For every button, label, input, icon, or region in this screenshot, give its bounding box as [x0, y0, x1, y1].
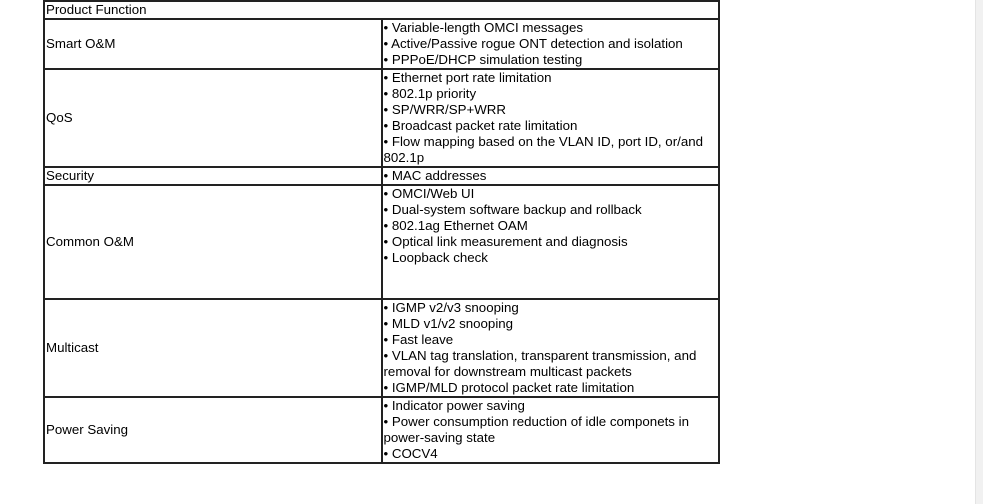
- list-item: • Variable-length OMCI messages: [383, 20, 584, 35]
- list-item: • MAC addresses: [383, 168, 487, 183]
- table-row-security: [44, 167, 719, 185]
- row-content: [382, 167, 720, 185]
- list-item: • Indicator power saving: [383, 398, 525, 413]
- list-item: • PPPoE/DHCP simulation testing: [383, 52, 583, 67]
- list-item: • Fast leave: [383, 332, 454, 347]
- list-item: • Flow mapping based on the VLAN ID, port ID, or/and 802.1p: [383, 134, 704, 165]
- row-content: [382, 397, 720, 463]
- row-label: Security: [44, 167, 382, 185]
- list-item: • Loopback check: [383, 250, 488, 265]
- list-item: • Ethernet port rate limitation: [383, 70, 552, 85]
- list-item: • COCV4: [383, 446, 438, 461]
- list-item: • SP/WRR/SP+WRR: [383, 102, 506, 117]
- list-item: • IGMP v2/v3 snooping: [383, 300, 519, 315]
- list-item: • Power consumption reduction of idle componets in power-saving state: [383, 414, 689, 445]
- row-content: [382, 299, 720, 397]
- table-header-cell: Product Function: [44, 1, 719, 19]
- row-label: Multicast: [44, 299, 382, 397]
- list-item: • Broadcast packet rate limitation: [383, 118, 578, 133]
- list-item: • VLAN tag translation, transparent transmission, and removal for downstream multicast packets: [383, 348, 697, 379]
- row-label: Common O&M: [44, 185, 382, 299]
- table-header-row: [44, 1, 719, 19]
- list-item: • 802.1ag Ethernet OAM: [383, 218, 528, 233]
- list-item: • Active/Passive rogue ONT detection and isolation: [383, 36, 683, 51]
- table-row-common-om: [44, 185, 719, 299]
- row-label: QoS: [44, 69, 382, 167]
- table-row-multicast: [44, 299, 719, 397]
- list-item: • IGMP/MLD protocol packet rate limitation: [383, 380, 635, 395]
- list-item: • Optical link measurement and diagnosis: [383, 234, 628, 249]
- product-function-table: [43, 0, 720, 464]
- list-item: • OMCI/Web UI: [383, 186, 475, 201]
- table-row-qos: [44, 69, 719, 167]
- row-label: Smart O&M: [44, 19, 382, 69]
- row-content: [382, 19, 720, 69]
- row-label: Power Saving: [44, 397, 382, 463]
- list-item: • MLD v1/v2 snooping: [383, 316, 514, 331]
- row-content: [382, 185, 720, 299]
- page-scrollbar[interactable]: [975, 0, 983, 504]
- row-content: [382, 69, 720, 167]
- list-item: • Dual-system software backup and rollback: [383, 202, 642, 217]
- list-item: • 802.1p priority: [383, 86, 477, 101]
- table-row-smart-om: [44, 19, 719, 69]
- table-row-power-saving: [44, 397, 719, 463]
